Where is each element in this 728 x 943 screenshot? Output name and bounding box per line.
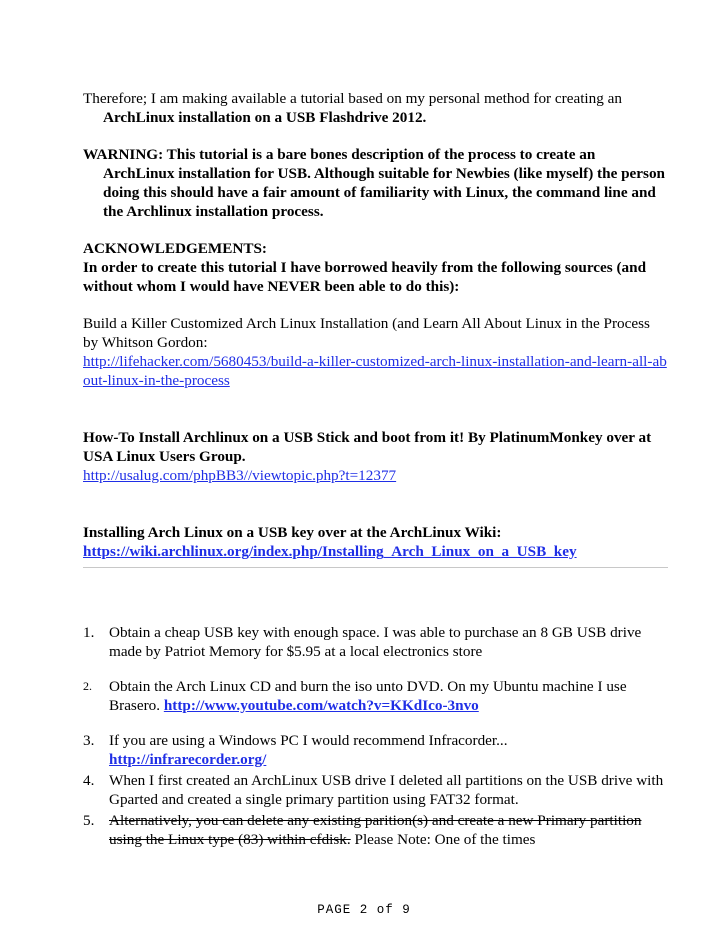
- document-page: [83, 89, 668, 849]
- brasero-video-link[interactable]: http://www.youtube.com/watch?v=KKdIco-3nvo: [163, 697, 479, 714]
- step-text: Obtain a cheap USB key with enough space. I was able to purchase an 8 GB USB drive made by Patriot Memory for $5.95 at a local electronics store: [109, 624, 642, 660]
- step-text: Please Note: One of the times: [350, 831, 536, 848]
- list-item: [83, 731, 668, 769]
- infrarecorder-link[interactable]: http://infrarecorder.org/: [109, 751, 267, 768]
- acknowledgements-heading: ACKNOWLEDGEMENTS:: [83, 240, 267, 257]
- list-item: [83, 771, 668, 809]
- page-footer: PAGE 2 of 9: [317, 903, 411, 917]
- source-1-link[interactable]: http://lifehacker.com/5680453/build-a-killer-customized-arch-linux-installation-and-learn-all-about-linux-in-the-process: [83, 353, 667, 389]
- list-item: [83, 677, 668, 715]
- intro-bold-text: ArchLinux installation on a USB Flashdrive 2012.: [103, 109, 427, 126]
- steps-list: [83, 623, 668, 849]
- warning-paragraph: WARNING: This tutorial is a bare bones description of the process to create an ArchLinux installation for USB. Although suitable for Newbies (like myself) the person doing this should have a fair amount of familiarity with Linux, the command line and the Archlinux installation process.: [83, 146, 665, 220]
- source-1-title: Build a Killer Customized Arch Linux Installation (and Learn All About Linux in the Process by Whitson Gordon:: [83, 315, 650, 351]
- step-text: If you are using a Windows PC I would recommend Infracorder...: [109, 732, 508, 749]
- source-3-link[interactable]: https://wiki.archlinux.org/index.php/Installing_Arch_Linux_on_a_USB_key: [83, 543, 577, 560]
- step-number: 4.: [83, 772, 95, 789]
- list-item: [83, 811, 668, 849]
- list-item: [83, 623, 668, 661]
- acknowledgements-text: In order to create this tutorial I have borrowed heavily from the following sources (and without whom I would have NEVER been able to do this):: [83, 259, 647, 295]
- step-strikethrough-text: Alternatively, you can delete any existing parition(s) and create a new Primary partition using the Linux type (83) within cfdisk.: [109, 812, 642, 848]
- step-number: 2.: [83, 679, 92, 693]
- intro-text: Therefore; I am making available a tutorial based on my personal method for creating an: [83, 90, 622, 107]
- step-number: 5.: [83, 812, 95, 829]
- source-2-title: How-To Install Archlinux on a USB Stick and boot from it! By PlatinumMonkey over at USA Linux Users Group.: [83, 429, 652, 465]
- source-2-link[interactable]: http://usalug.com/phpBB3//viewtopic.php?t=12377: [83, 467, 397, 484]
- step-number: 1.: [83, 624, 95, 641]
- source-3-title: Installing Arch Linux on a USB key over at the ArchLinux Wiki:: [83, 524, 502, 541]
- intro-paragraph: [83, 89, 668, 127]
- step-number: 3.: [83, 732, 95, 749]
- step-text: Obtain the Arch Linux CD and burn the iso unto DVD. On my Ubuntu machine I use Brasero.: [109, 678, 627, 714]
- step-text: When I first created an ArchLinux USB drive I deleted all partitions on the USB drive with Gparted and created a single primary partition using FAT32 format.: [109, 772, 664, 808]
